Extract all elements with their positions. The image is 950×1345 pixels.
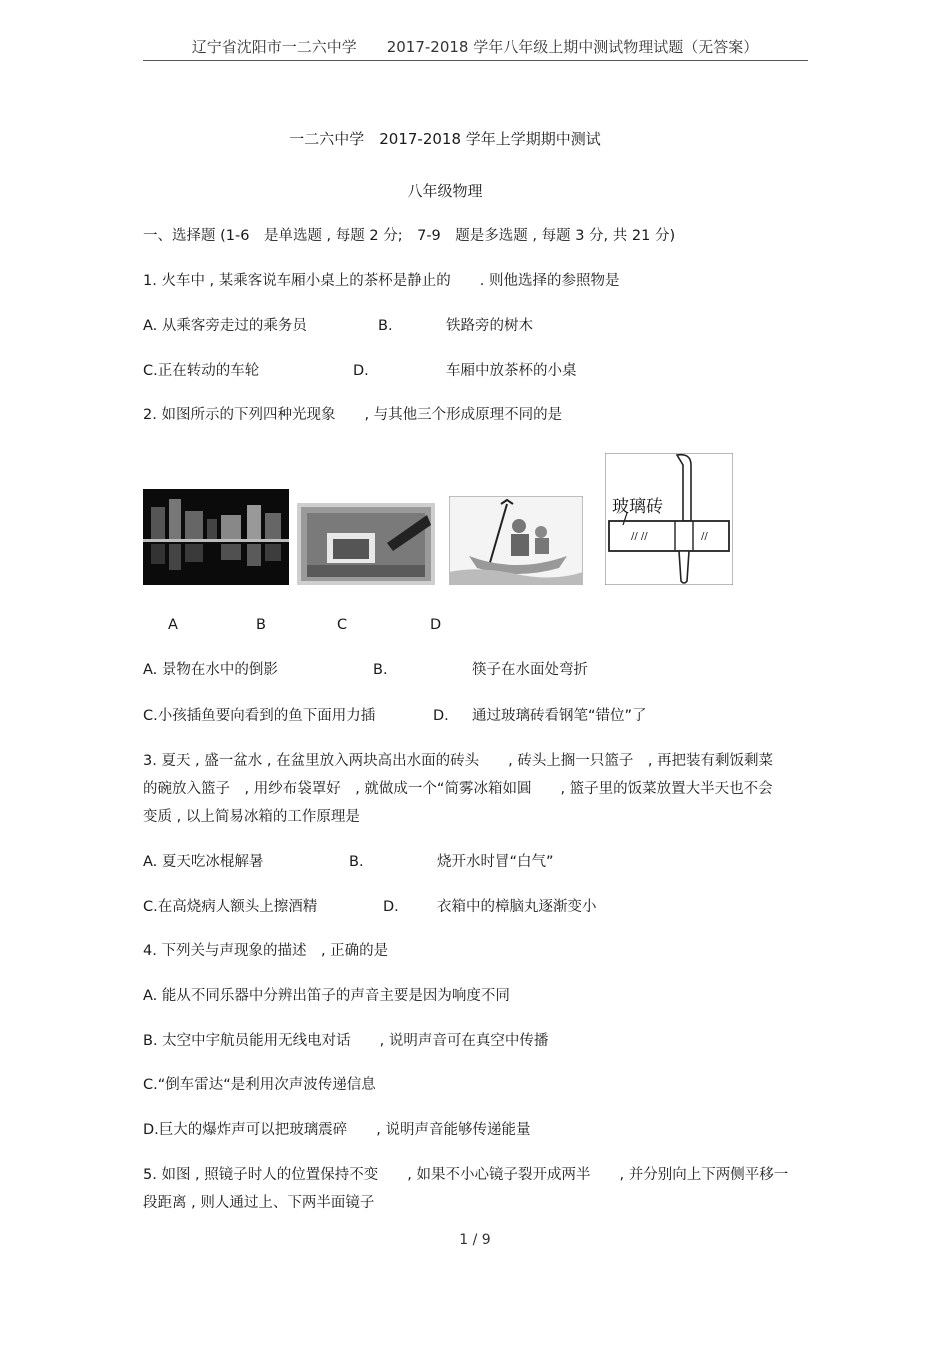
page-number: 1 / 9: [459, 1232, 491, 1248]
q4-option-d: D.巨大的爆炸声可以把玻璃震碎 , 说明声音能够传递能量: [143, 1122, 531, 1138]
q1-option-c: C.正在转动的车轮: [143, 363, 260, 379]
q2-option-b-label: B.: [373, 662, 388, 678]
q1-option-d-label: D.: [353, 363, 369, 379]
q1-option-b-label: B.: [378, 318, 393, 334]
q1-stem: 1. 火车中 , 某乘客说车厢小桌上的茶杯是静止的 . 则他选择的参照物是: [143, 273, 620, 289]
figure-c-boy-spearing-fish: [449, 496, 583, 585]
q5-stem-line1: 5. 如图 , 照镜子时人的位置保持不变 , 如果不小心镜子裂开成两半 , 并分别向上下两侧平移一: [143, 1167, 789, 1183]
figure-a-city-reflection: [143, 489, 289, 585]
header-divider: [143, 60, 808, 61]
q4-stem: 4. 下列关与声现象的描述 , 正确的是: [143, 943, 389, 959]
figure-label-d: D: [430, 617, 442, 633]
q2-stem: 2. 如图所示的下列四种光现象 , 与其他三个形成原理不同的是: [143, 407, 563, 423]
figure-label-a: A: [168, 617, 178, 633]
figure-label-c: C: [337, 617, 348, 633]
q3-option-c: C.在高烧病人额头上擦酒精: [143, 899, 318, 915]
q3-option-b: 烧开水时冒“白气”: [437, 854, 554, 870]
q1-option-b: 铁路旁的树木: [446, 318, 533, 334]
figure-d-label: 玻璃砖: [612, 497, 663, 517]
figure-b-optical-scene: [297, 503, 435, 585]
q3-stem-line2: 的碗放入篮子 , 用纱布袋罩好 , 就做成一个“简雾冰箱如圓 , 篮子里的饭菜放置大半天也不会: [143, 781, 773, 797]
section-heading: 一、选择题 (1-6 是单选题 , 每题 2 分; 7-9 题是多选题 , 每题 3 分, 共 21 分): [143, 228, 676, 244]
q1-option-a: A. 从乘客旁走过的乘务员: [143, 318, 307, 334]
q2-option-a: A. 景物在水中的倒影: [143, 662, 278, 678]
q2-option-c: C.小孩插鱼要向看到的鱼下面用力插: [143, 708, 376, 724]
q3-option-d: 衣箱中的樟脑丸逐渐变小: [437, 899, 597, 915]
q2-option-d-label: D.: [433, 708, 449, 724]
q4-option-c: C.“倒车雷达“是利用次声波传递信息: [143, 1077, 376, 1093]
q2-option-d: 通过玻璃砖看钢笔“错位”了: [472, 708, 647, 724]
figure-d-glass-brick: [605, 453, 733, 585]
figure-label-b: B: [256, 617, 266, 633]
exam-subtitle: 八年级物理: [407, 182, 483, 200]
q3-stem-line3: 变质 , 以上简易冰箱的工作原理是: [143, 809, 360, 825]
q4-option-b: B. 太空中宇航员能用无线电对话 , 说明声音可在真空中传播: [143, 1033, 549, 1049]
q3-option-d-label: D.: [383, 899, 399, 915]
page-header: 辽宁省沈阳市一二六中学 2017-2018 学年八年级上期中测试物理试题（无答案）: [191, 38, 759, 56]
q4-option-a: A. 能从不同乐器中分辨出笛子的声音主要是因为响度不同: [143, 988, 510, 1004]
q3-option-b-label: B.: [349, 854, 364, 870]
q5-stem-line2: 段距离 , 则人通过上、下两半面镜子: [143, 1195, 375, 1211]
q3-stem-line1: 3. 夏天 , 盛一盆水 , 在盆里放入两块高出水面的砖头 , 砖头上搁一只篮子 , 再把装有剩饭剩菜: [143, 753, 774, 769]
svg-text:// //: // //: [631, 531, 648, 542]
exam-title: 一二六中学 2017-2018 学年上学期期中测试: [289, 130, 601, 148]
q1-option-d: 车厢中放茶杯的小桌: [446, 363, 577, 379]
svg-text://: //: [701, 531, 708, 542]
q2-option-b: 筷子在水面处弯折: [472, 662, 588, 678]
q3-option-a: A. 夏天吃冰棍解暑: [143, 854, 264, 870]
